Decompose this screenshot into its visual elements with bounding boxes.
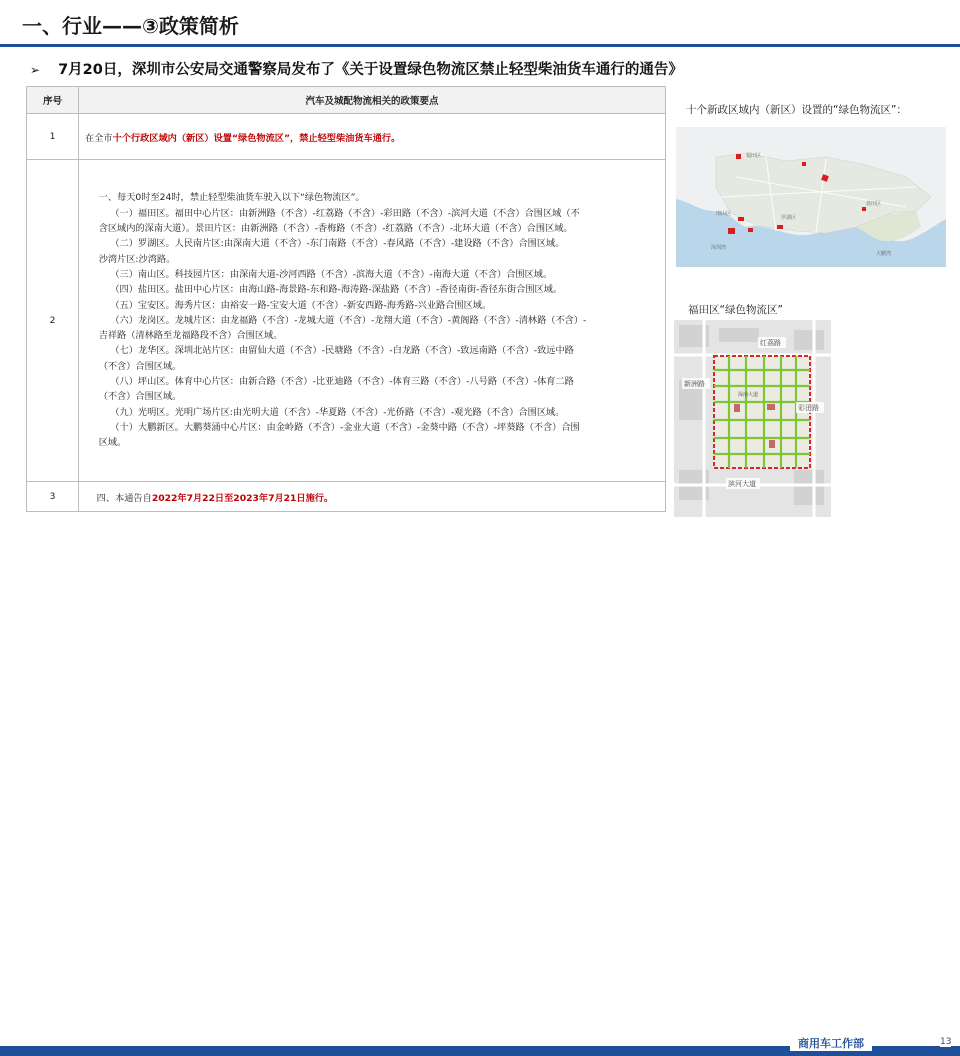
policy-table [26, 86, 666, 512]
row3-text-pre: 四、本通告自 [85, 492, 152, 504]
policy-line: （二）罗湖区。人民南片区:由深南大道（不含）-东门南路（不含）-春风路（不含）-建设路（不含）合围区域。 [87, 238, 565, 250]
road-label: 滨河大道 [728, 480, 756, 488]
row-content [79, 482, 666, 512]
footer [0, 516, 960, 1050]
policy-line: 沙湾片区:沙湾路。 [87, 253, 176, 265]
row-content [79, 114, 666, 160]
map1-label: 罗湖区 [781, 215, 797, 221]
policy-line: （十）大鹏新区。大鹏葵涌中心片区：由金岭路（不含）-金业大道（不含）-金葵中路（不含）-坪葵路（不含）合围 [87, 421, 580, 433]
row1-text-red: 十个行政区域内（新区）设置“绿色物流区” [112, 132, 291, 144]
futian-map-graphic [674, 320, 831, 517]
policy-line: （六）龙岗区。龙城片区：由龙福路（不含）-龙城大道（不含）-龙翔大道（不含）-黄阁路（不含）-清林路（不含）- [87, 314, 587, 326]
policy-line: （八）坪山区。体育中心片区：由新合路（不含）-比亚迪路（不含）-体育三路（不含）-八号路（不含）-体育二路 [87, 376, 574, 388]
table-header-row [27, 87, 666, 114]
page-number: 13 [940, 1037, 952, 1047]
road-label: 深南大道 [738, 392, 759, 398]
futian-map [674, 320, 831, 517]
policy-line: （一）福田区。福田中心片区：由新洲路（不含）-红荔路（不含）-彩田路（不含）-滨河大道（不含）合围区域（不 [87, 207, 580, 219]
row-num: 2 [27, 160, 79, 482]
row1-text-pre: 在全市 [85, 132, 113, 144]
policy-line: 区域。 [87, 437, 127, 449]
map1-label: 盐田区 [866, 201, 882, 207]
subtitle-text: 7月20日，深圳市公安局交通警察局发布了《关于设置绿色物流区禁止轻型柴油货车通行的通告》 [58, 62, 683, 78]
row1-text-mid: ， [290, 132, 300, 144]
policy-line: 一、每天0时至24时，禁止轻型柴油货车驶入以下“绿色物流区”。 [87, 192, 365, 204]
policy-line: （三）南山区。科技园片区：由深南大道-沙河西路（不含）-滨海大道（不含）-南海大道（不含）合围区域。 [87, 268, 553, 280]
map2-caption: 福田区“绿色物流区” [688, 304, 783, 316]
policy-line: （不含）合围区域。 [87, 360, 182, 372]
road-label: 新洲路 [684, 380, 705, 388]
header-content: 汽车及城配物流相关的政策要点 [79, 87, 666, 114]
policy-line: （不含）合围区域。 [87, 391, 182, 403]
row3-text-red: 2022年7月22日至2023年7月21日施行。 [151, 492, 334, 504]
row1-text-red2: 禁止轻型柴油货车通行 [299, 132, 392, 144]
header-num: 序号 [27, 87, 79, 114]
title-underline [0, 44, 960, 47]
policy-line: 吉祥路（清林路至龙福路段不含）合围区域。 [87, 330, 283, 342]
table-row [27, 160, 666, 482]
road-label: 红荔路 [760, 339, 781, 347]
policy-line: （四）盐田区。盐田中心片区：由海山路-海景路-东和路-海涛路-深盐路（不含）-香径南街-香径东街合围区域。 [87, 284, 563, 296]
policy-line: （九）光明区。光明广场片区:由光明大道（不含）-华夏路（不含）-光侨路（不含）-观光路（不含）合围区域。 [87, 406, 565, 418]
bullet-arrow-icon: ➢ [30, 63, 41, 77]
map1-label: 南山区 [716, 211, 732, 217]
page-title: 一、行业——③政策简析 [22, 14, 239, 38]
shenzhen-map [676, 127, 946, 267]
row1-text-post: 。 [391, 132, 401, 144]
map1-label: 深圳湾 [711, 245, 727, 251]
title-bar [0, 0, 960, 46]
subtitle [30, 58, 683, 79]
policy-line: （七）龙华区。深圳北站片区：由留仙大道（不含）-民塘路（不含）-白龙路（不含）-致远南路（不含）-致远中路 [87, 345, 574, 357]
map1-caption: 十个新政区域内（新区）设置的“绿色物流区”： [686, 104, 907, 116]
map1-label: 大鹏湾 [876, 251, 892, 257]
table-row [27, 482, 666, 512]
row2-lines [85, 190, 659, 450]
policy-line: 含区域内的深南大道）。景田片区：由新洲路（不含）-香梅路（不含）-红荔路（不含）-北环大道（不含）合围区域。 [87, 223, 573, 235]
row-content [79, 160, 666, 482]
policy-line: （五）宝安区。海秀片区：由裕安一路-宝安大道（不含）-新安西路-海秀路-兴业路合围区域。 [87, 299, 492, 311]
road-label: 彩田路 [798, 404, 819, 412]
table-row [27, 114, 666, 160]
row-num: 3 [27, 482, 79, 512]
department-label: 商用车工作部 [790, 1035, 872, 1051]
map1-label: 福田区 [746, 153, 762, 159]
row-num: 1 [27, 114, 79, 160]
shenzhen-map-graphic [676, 127, 946, 267]
